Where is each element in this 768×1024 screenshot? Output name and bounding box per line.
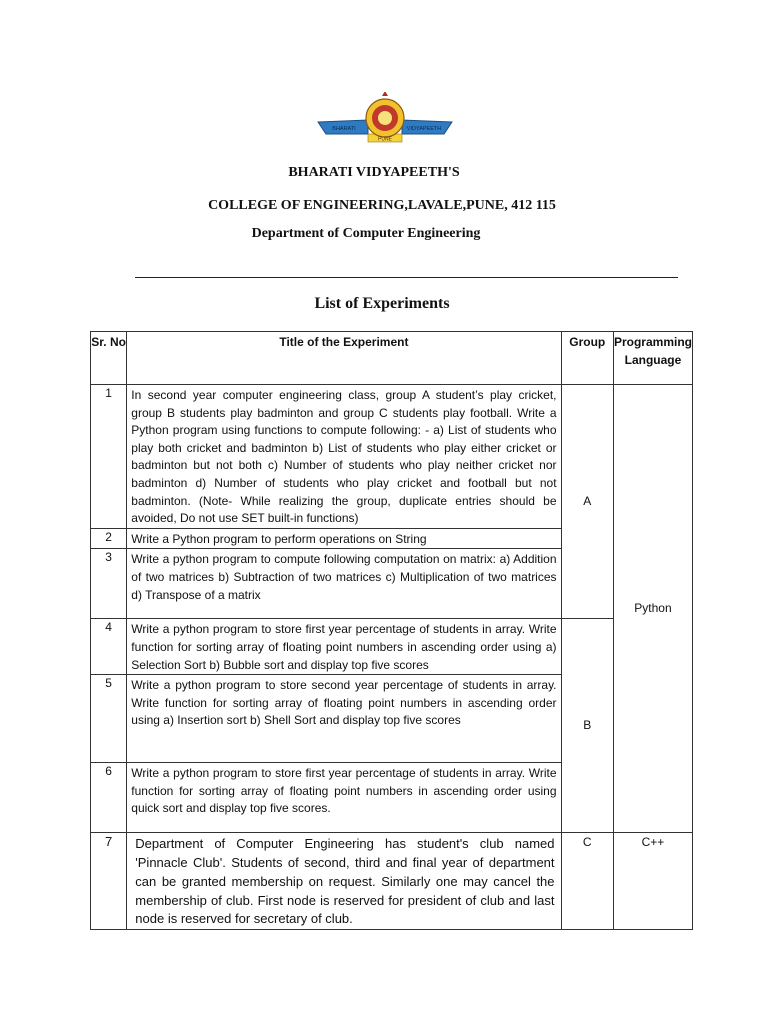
logo-right-text: VIDYAPEETH xyxy=(406,126,442,132)
table-row xyxy=(91,833,693,930)
college-logo xyxy=(316,92,454,144)
row-sr: 1 xyxy=(91,385,127,529)
group-cell-b: B xyxy=(561,619,613,833)
table-row xyxy=(91,385,693,529)
row-title: In second year computer engineering class, group A student’s play cricket, group B students play badminton and group C students play football. Write a Python program using functions to compute following: - a) List of students who play both cricket and badminton b) List of students who play either cricket or badminton but not both c) Number of students who play neither cricket nor badminton d) Number of students who play cricket and football but not badminton. (Note- While realizing the group, duplicate entries should be avoided, Do not use SET built-in functions) xyxy=(127,385,561,529)
group-cell-c: C xyxy=(561,833,613,930)
logo-bottom-text: PUNE xyxy=(378,136,392,143)
row-title: Department of Computer Engineering has student's club named 'Pinnacle Club'. Students of second, third and final year of department can be granted membership on request. Similarly one may cancel the membership of club. First node is reserved for president of club and last node is reserved for secretary of club. xyxy=(127,833,561,930)
column-header-sr: Sr. No xyxy=(91,332,127,385)
row-sr: 6 xyxy=(91,763,127,833)
table-header-row xyxy=(91,332,693,385)
column-header-title: Title of the Experiment xyxy=(127,332,561,385)
list-title: List of Experiments xyxy=(314,295,450,312)
row-sr: 7 xyxy=(91,833,127,930)
logo-left-text: BHARATI xyxy=(332,126,356,132)
institution-name: BHARATI VIDYAPEETH'S xyxy=(288,165,460,180)
row-title: Write a python program to store second year percentage of students in array. Write function for sorting array of floating point numbers in ascending order using a) Insertion sort b) Shell Sort and display top five scores xyxy=(127,675,561,763)
row-title: Write a python program to store first year percentage of students in array. Write function for sorting array of floating point numbers in ascending order using quick sort and display top five scores. xyxy=(127,763,561,833)
header-divider xyxy=(135,277,678,278)
row-sr: 4 xyxy=(91,619,127,675)
column-header-group: Group xyxy=(561,332,613,385)
language-cell-cpp: C++ xyxy=(613,833,692,930)
language-cell-python: Python xyxy=(613,385,692,833)
row-title: Write a Python program to perform operations on String xyxy=(127,528,561,549)
row-title: Write a python program to store first year percentage of students in array. Write function for sorting array of floating point numbers in ascending order using a) Selection Sort b) Bubble sort and display top five scores xyxy=(127,619,561,675)
row-sr: 2 xyxy=(91,528,127,549)
row-sr: 5 xyxy=(91,675,127,763)
row-title: Write a python program to compute following computation on matrix: a) Addition of two matrices b) Subtraction of two matrices c) Multiplication of two matrices d) Transpose of a matrix xyxy=(127,549,561,619)
row-sr: 3 xyxy=(91,549,127,619)
experiments-table xyxy=(90,331,693,930)
department-name: Department of Computer Engineering xyxy=(251,226,481,241)
group-cell-a: A xyxy=(561,385,613,619)
column-header-language: Programming Language xyxy=(613,332,692,385)
table-row xyxy=(91,619,693,675)
college-name: COLLEGE OF ENGINEERING,LAVALE,PUNE, 412 115 xyxy=(208,198,556,213)
